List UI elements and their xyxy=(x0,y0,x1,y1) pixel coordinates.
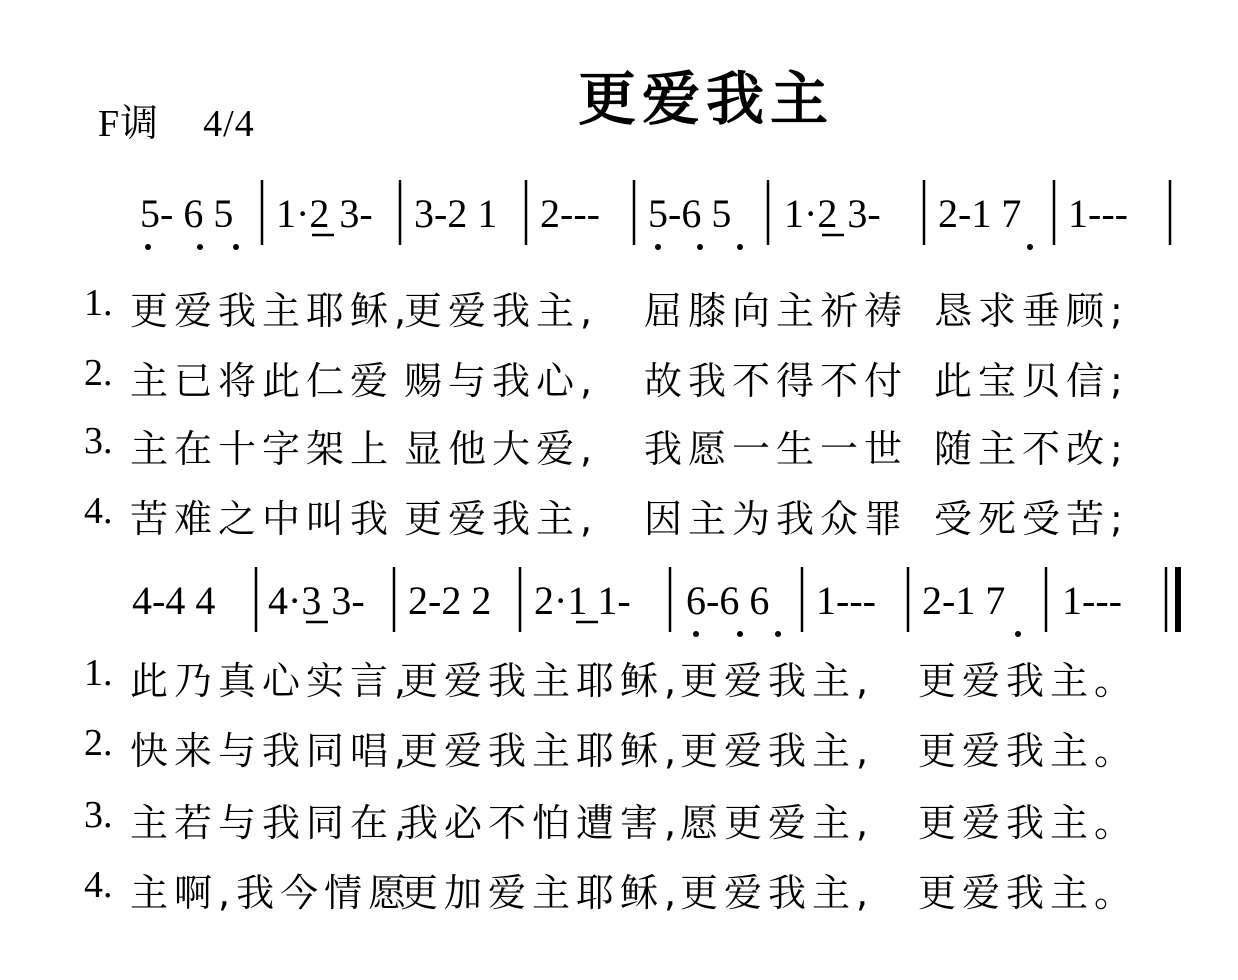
measure-13: 6-6 6 xyxy=(686,578,770,623)
page-title: 更爱我主 xyxy=(578,65,835,133)
measure-3: 3-2 1 xyxy=(414,191,498,236)
measure-5: 5-6 5 xyxy=(648,191,732,236)
lyric-row-4b: 4. 主啊,我今情愿 更加爱主耶稣, 更爱我主, 更爱我主。 xyxy=(84,864,1139,915)
lyric-row-3b: 3. 主若与我同在, 我必不怕遭害, 愿更爱主, 更爱我主。 xyxy=(84,794,1139,845)
time-signature: 4/4 xyxy=(203,103,255,145)
notation-line-2 xyxy=(0,562,1238,652)
measure-11: 2-2 2 xyxy=(408,578,492,623)
measure-1: 5- 6 5 xyxy=(140,191,234,236)
measure-7: 2-1 7 xyxy=(938,191,1022,236)
measure-8: 1--- xyxy=(1068,191,1128,236)
notation-line-1 xyxy=(0,175,1238,265)
measure-2: 1·2 3- xyxy=(276,191,373,236)
lyric-row-1b: 1. 此乃真心实言, 更爱我主耶稣, 更爱我主, 更爱我主。 xyxy=(84,652,1139,703)
lyric-row-3a: 3. 主在十字架上 显他大爱, 我愿一生一世 随主不改; xyxy=(84,420,1129,471)
lyric-row-2b: 2. 快来与我同唱, 更爱我主耶稣, 更爱我主, 更爱我主。 xyxy=(84,722,1139,773)
measure-10: 4·3 3- xyxy=(268,578,365,623)
measure-14: 1--- xyxy=(816,578,876,623)
measure-16: 1--- xyxy=(1062,578,1122,623)
key-signature xyxy=(98,92,255,147)
measure-9: 4-4 4 xyxy=(132,578,216,623)
key-label: F调 xyxy=(98,103,160,145)
lyric-row-1a: 1. 更爱我主耶稣, 更爱我主, 屈膝向主祈祷 恳求垂顾; xyxy=(84,282,1129,333)
lyric-row-2a: 2. 主已将此仁爱 赐与我心, 故我不得不付 此宝贝信; xyxy=(84,352,1129,403)
measure-4: 2--- xyxy=(540,191,600,236)
lyric-row-4a: 4. 苦难之中叫我 更爱我主, 因主为我众罪 受死受苦; xyxy=(84,490,1129,541)
measure-12: 2·1 1- xyxy=(534,578,631,623)
measure-6: 1·2 3- xyxy=(784,191,881,236)
measure-15: 2-1 7 xyxy=(922,578,1006,623)
